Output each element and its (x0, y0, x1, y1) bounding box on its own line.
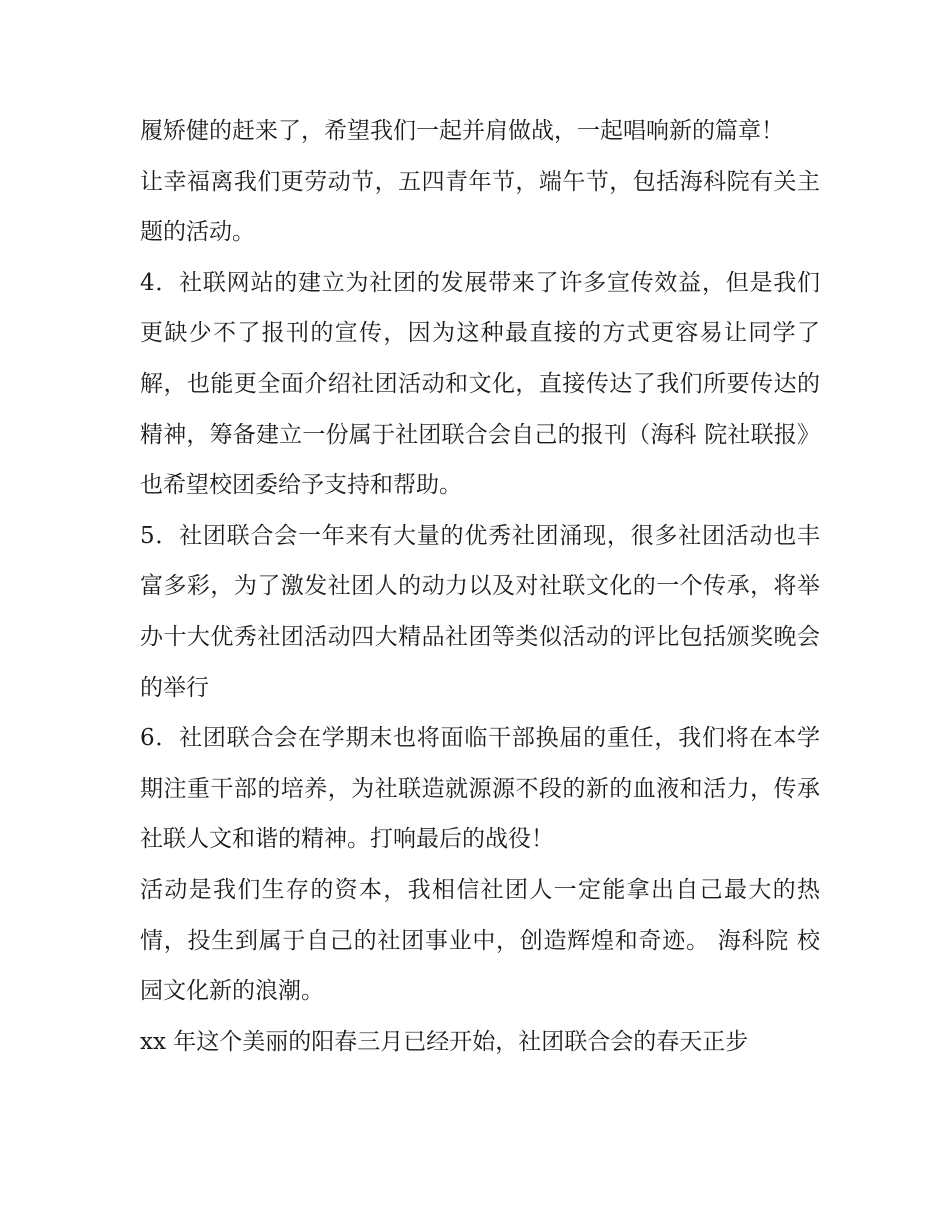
paragraph: 履矫健的赶来了，希望我们一起并肩做战，一起唱响新的篇章！ (140, 118, 784, 144)
paragraph: 5．社团联合会一年来有大量的优秀社团涌现，很多社团活动也丰富多彩，为了激发社团人的动力以及对社联文化的一个传承，将举办十大优秀社团活动四大精品社团等类似活动的评比包括颁奖晚会的举行 (140, 522, 820, 701)
paragraph: 4．社联网站的建立为社团的发展带来了许多宣传效益，但是我们更缺少不了报刊的宣传，因为这种最直接的方式更容易让同学了解，也能更全面介绍社团活动和文化，直接传达了我们所要传达的精神，筹备建立一份属于社团联合会自己的报刊（海科 院社联报》也希望校团委给予支持和帮助。 (140, 269, 820, 499)
paragraph: 活动是我们生存的资本，我相信社团人一定能拿出自己最大的热情，投生到属于自己的社团事业中，创造辉煌和奇迹。 海科院 校园文化新的浪潮。 (140, 876, 820, 1005)
document-body (140, 106, 820, 1067)
paragraph: xx 年这个美丽的阳春三月已经开始，社团联合会的春天正步 (140, 1028, 749, 1055)
paragraph: 6．社团联合会在学期末也将面临干部换届的重任，我们将在本学期注重干部的培养，为社联造就源源不段的新的血液和活力，传承社联人文和谐的精神。打响最后的战役！ (140, 725, 820, 853)
paragraph: 让幸福离我们更劳动节，五四青年节，端午节，包括海科院有关主题的活动。 (140, 168, 820, 246)
